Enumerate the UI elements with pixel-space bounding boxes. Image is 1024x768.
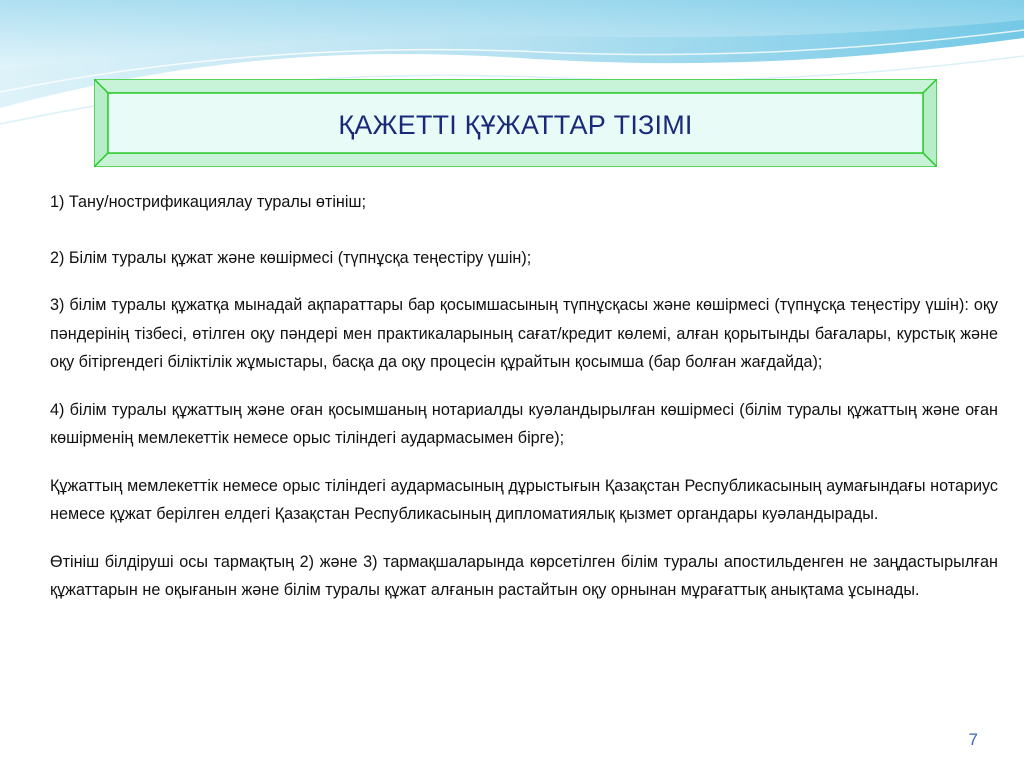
list-item-3: 3) білім туралы құжатқа мынадай ақпараттары бар қосымшасының түпнұсқасы және көшірмесі (түпнұсқа теңестіру үшін): оқу пәндерінің тізбесі, өтілген оқу пәндері мен практикаларының сағат/кредит көлемі, алған қорытынды бағалары, курстық және оқу бітіргендегі біліктілік жұмыстары, басқа да оқу процесін құрайтын қосымша (бар болған жағдайда);	[50, 296, 998, 371]
page-number: 7	[968, 730, 978, 749]
list-item-1: 1) Тану/нострификациялау туралы өтініш;	[50, 193, 366, 211]
list-item-4: 4) білім туралы құжаттың және оған қосымшаның нотариалды куәландырылған көшірмесі (білім туралы құжаттың және оған көшірменің мемлекеттік немесе орыс тіліндегі аудармасымен бірге);	[50, 400, 998, 447]
slide-title: ҚАЖЕТТІ ҚҰЖАТТАР ТІЗІМІ	[338, 109, 693, 140]
applicant-note: Өтініш білдіруші осы тармақтың 2) және 3) тармақшаларында көрсетілген білім туралы апостильденген не заңдастырылған құжаттарын не оқығанын және білім туралы құжат алғанын растайтын оқу орнынан мұрағаттық анықтама ұсынады.	[50, 552, 998, 599]
translation-note: Құжаттың мемлекеттік немесе орыс тіліндегі аудармасының дұрыстығын Қазақстан Республикасының аумағындағы нотариус немесе құжат берілген елдегі Қазақстан Республикасының дипломатиялық қызмет органдары куәландырады.	[50, 476, 998, 523]
content-body	[50, 188, 998, 605]
list-item-2: 2) Білім туралы құжат және көшірмесі (түпнұсқа теңестіру үшін);	[50, 248, 532, 267]
